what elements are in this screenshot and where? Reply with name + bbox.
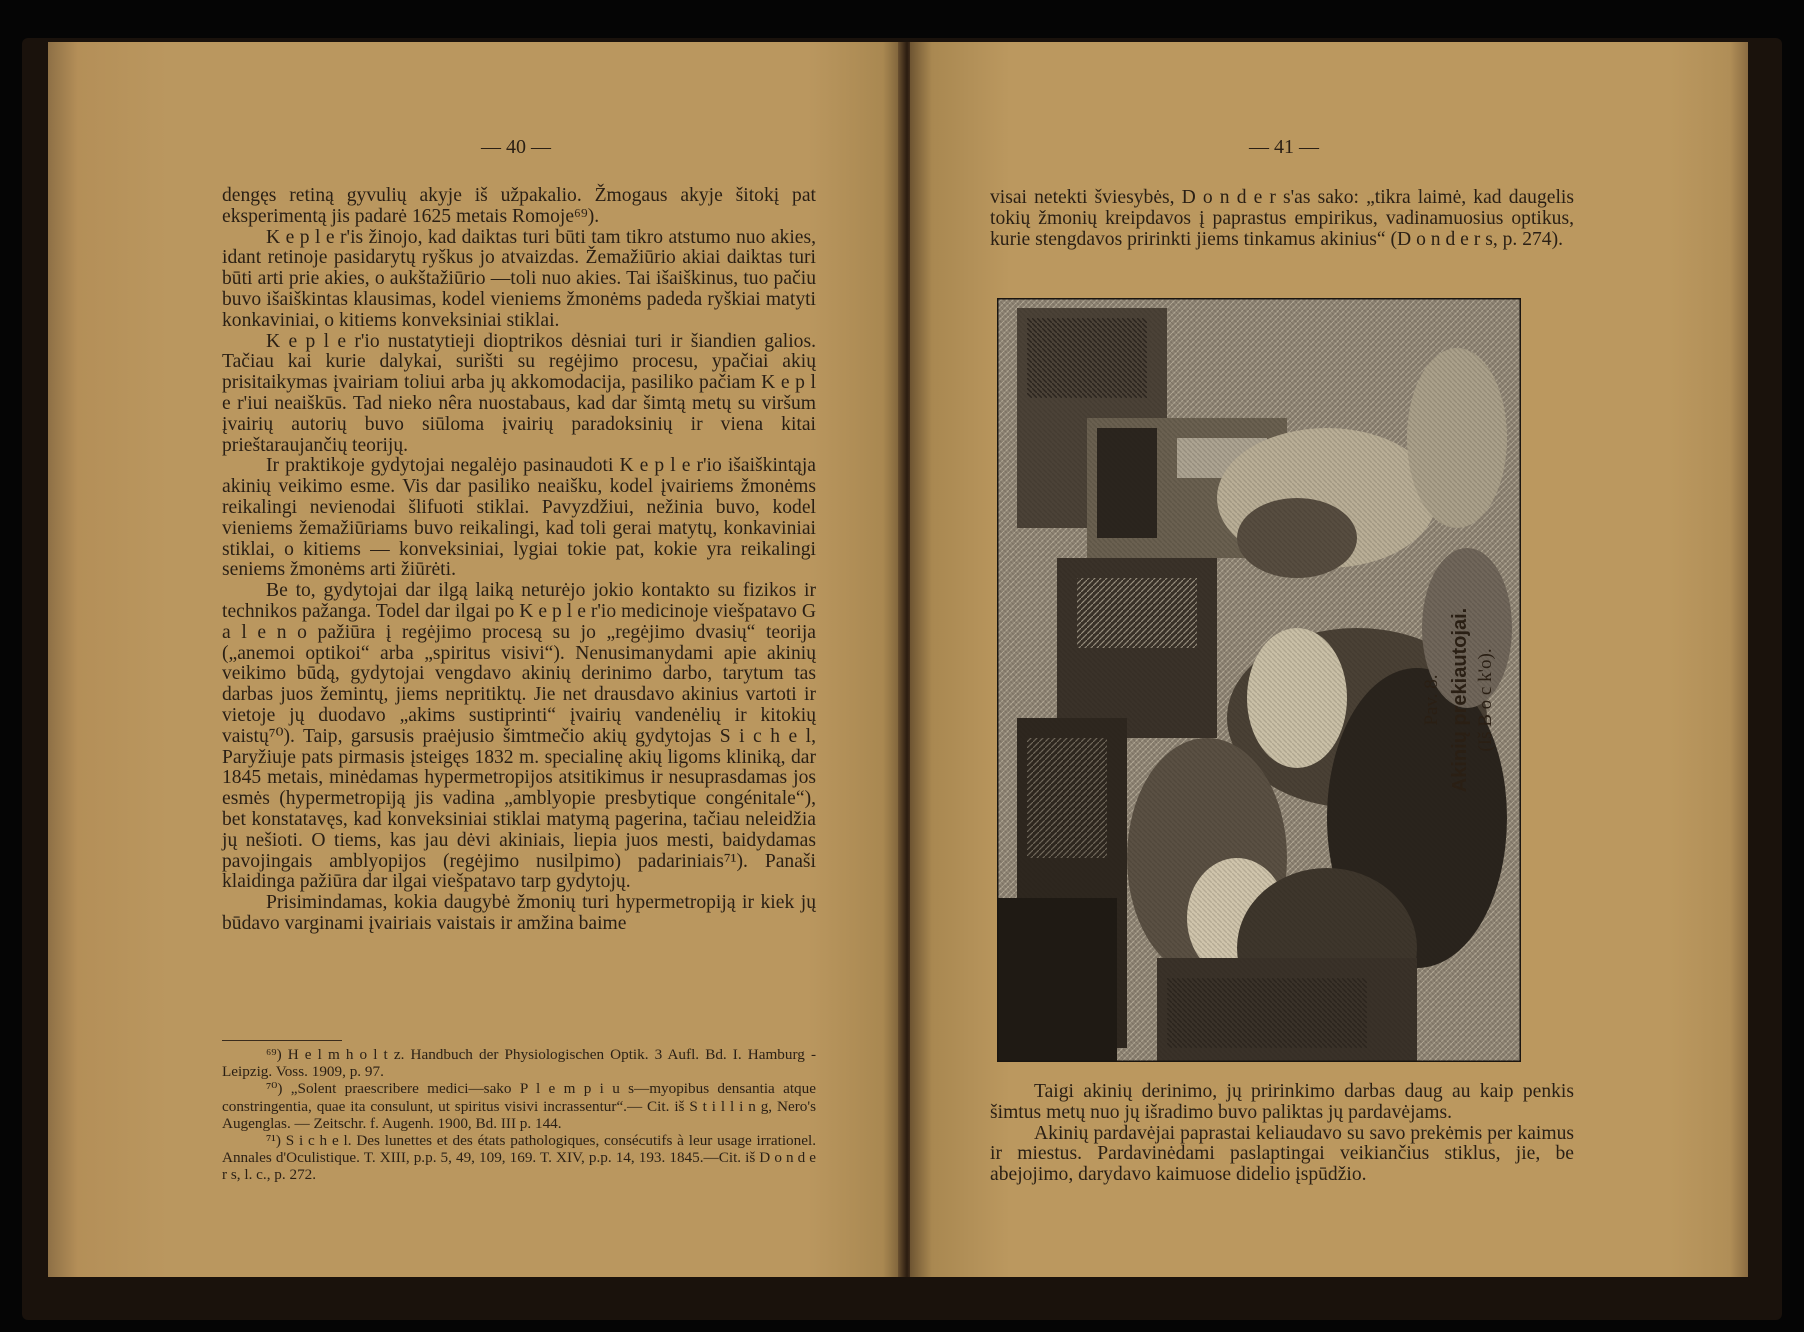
- figure-source: (Iš B o c k'o).: [1475, 648, 1496, 752]
- figure-caption-rotated: [1421, 400, 1576, 793]
- footnote-divider: [222, 1040, 342, 1041]
- right-page-top-text: [990, 188, 1574, 250]
- left-paragraph: K e p l e r'io nustatytieji dioptrikos dėsniai turi ir šiandien galios. Tačiau kai kurie dalykai, surišti su regėjimo procesu, ypačiai akių prisitaikymas įvairiam toliui arba jų akkomodacija, pasiliko pačiam K e p l e r'iui neaiškūs. Tad nieko nêra nuostabaus, kad dar šimtą metų su viršum įvairių autorių buvo siūloma įvairių paradoksinių ir viena kitai prieštaraujančių teorijų.: [222, 330, 816, 456]
- footnote-69: ⁶⁹) H e l m h o l t z. Handbuch der Physiologischen Optik. 3 Aufl. Bd. I. Hamburg - Leipzig. Voss. 1909, p. 97.: [222, 1046, 816, 1081]
- figure-title: Akinių prekiautojai.: [1449, 607, 1471, 793]
- left-paragraph: dengęs retiną gyvulių akyje iš užpakalio. Žmogaus akyje šitokį pat eksperimentą jis padarė 1625 metais Romoje⁶⁹).: [222, 185, 816, 227]
- left-paragraph: K e p l e r'is žinojo, kad daiktas turi būti tam tikro atstumo nuo akies, idant retinoje pasidarytų ryškus jo atvaizdas. Žemažiūrio akiai daiktas turi būti arti prie akies, o aukštažiūrio —toli nuo akies. Tai išaiškinus, tuo pačiu buvo išaiškintas klausimas, kodel vieniems žmonėms padeda ryškiai matyti konkaviniai, o kitiems konveksiniai stiklai.: [222, 226, 816, 331]
- footnote-70: ⁷⁰) „Solent praescribere medici—sako P l e m p i u s—myopibus densantia atque constringentia, quae ita consulunt, ut spiritus visivi incrassentur“.— Cit. iš S t i l l i n g, Nero's Augenglas. — Zeitschr. f. Augenh. 1900, Bd. III p. 144.: [222, 1080, 816, 1132]
- figure-label: Pav. 8.: [1421, 674, 1442, 726]
- left-paragraph: Prisimindamas, kokia daugybė žmonių turi hypermetropiją ir kiek jų būdavo varginami įvairiais vaistais ir amžina baime: [222, 892, 816, 934]
- left-paragraph: Ir praktikoje gydytojai negalėjo pasinaudoti K e p l e r'io išaiškintąja akinių veikimo esme. Vis dar pasiliko neaišku, kodel įvairiems žmonėms reikalingi nevienodai šlifuoti stiklai. Pavyzdžiui, nežinia buvo, kodel vieniems žemažiūriams buvo reikalingi, kad toli gerai matytų, konkaviniai stiklai, o kitiems — konveksiniai, lygiai tokie pat, kokie yra reikalingi seniems žmonėms arti žiūrėti.: [222, 455, 816, 581]
- left-page-body: [222, 186, 816, 935]
- right-paragraph: visai netekti šviesybės, D o n d e r s'as sako: „tikra laimė, kad daugelis tokių žmonių kreipdavos į paprastus empirikus, vadinamuosius optikus, kurie stengdavos pririnkti jiems tinkamus akinius“ (D o n d e r s, p. 274).: [990, 187, 1574, 250]
- footnote-71: ⁷¹) S i c h e l. Des lunettes et des états pathologiques, consécutifs à leur usage irrationel. Annales d'Oculistique. T. XIII, p.p. 5, 49, 109, 169. T. XIV, p.p. 14, 193. 1845.—Cit. iš D o n d e r s, l. c., p. 272.: [222, 1132, 816, 1184]
- left-page-number: — 40 —: [481, 136, 551, 158]
- right-page-bottom-text: [990, 1082, 1574, 1186]
- left-page-footnotes: [222, 1046, 816, 1184]
- right-paragraph: Taigi akinių derinimo, jų pririnkimo darbas daug au kaip penkis šimtus metų nuo jų išradimo buvo paliktas jų pardavėjams.: [990, 1081, 1574, 1123]
- right-paragraph: Akinių pardavėjai paprastai keliaudavo su savo prekėmis per kaimus ir miestus. Pardavinėdami paslaptingai veikiančius stiklus, jie, be abejojimo, darydavo kaimuose didelio įspūdžio.: [990, 1122, 1574, 1186]
- left-paragraph: Be to, gydytojai dar ilgą laiką neturėjo jokio kontakto su fizikos ir technikos pažanga. Todel dar ilgai po K e p l e r'io medicinoje viešpatavo G a l e n o pažiūra į regėjimo procesą su jo „regėjimo dvasių“ teorija („anemoi optikoi“ arba „spiritus visivi“). Nenusimanydami apie akinių veikimo būdą, gydytojai vengdavo akinių derinimo darbo, tarytum tas darbas juos žemintų, jiems nepritiktų. Jie net drausdavo akinius vartoti ir vietoje jų duodavo „akims sustiprinti“ įvairių vandenėlių ir kitokių vaistų⁷⁰). Taip, garsusis praėjusio šimtmečio akių gydytojas S i c h e l, Paryžiuje pats pirmasis įsteigęs 1832 m. specialinę akių ligoms kliniką, dar 1845 metais, minėdamas hypermetropijos atsitikimus ir nesuprasdamas jos esmės (hypermetropiją jis vadina „amblyopie presbytique congénitale“), bet konstatavęs, kad konveksiniai stiklai matymą pagerina, tačiau neleidžia jų nešioti. O tiems, kas jau dėvi akiniais, liepia juos mesti, baidydamas pavojingais amblyopijos (regėjimo nusilpimo) padariniais⁷¹). Panaši klaidinga pažiūra dar ilgai viešpatavo tarp gydytojų.: [222, 580, 816, 893]
- right-page-number: — 41 —: [1249, 136, 1319, 158]
